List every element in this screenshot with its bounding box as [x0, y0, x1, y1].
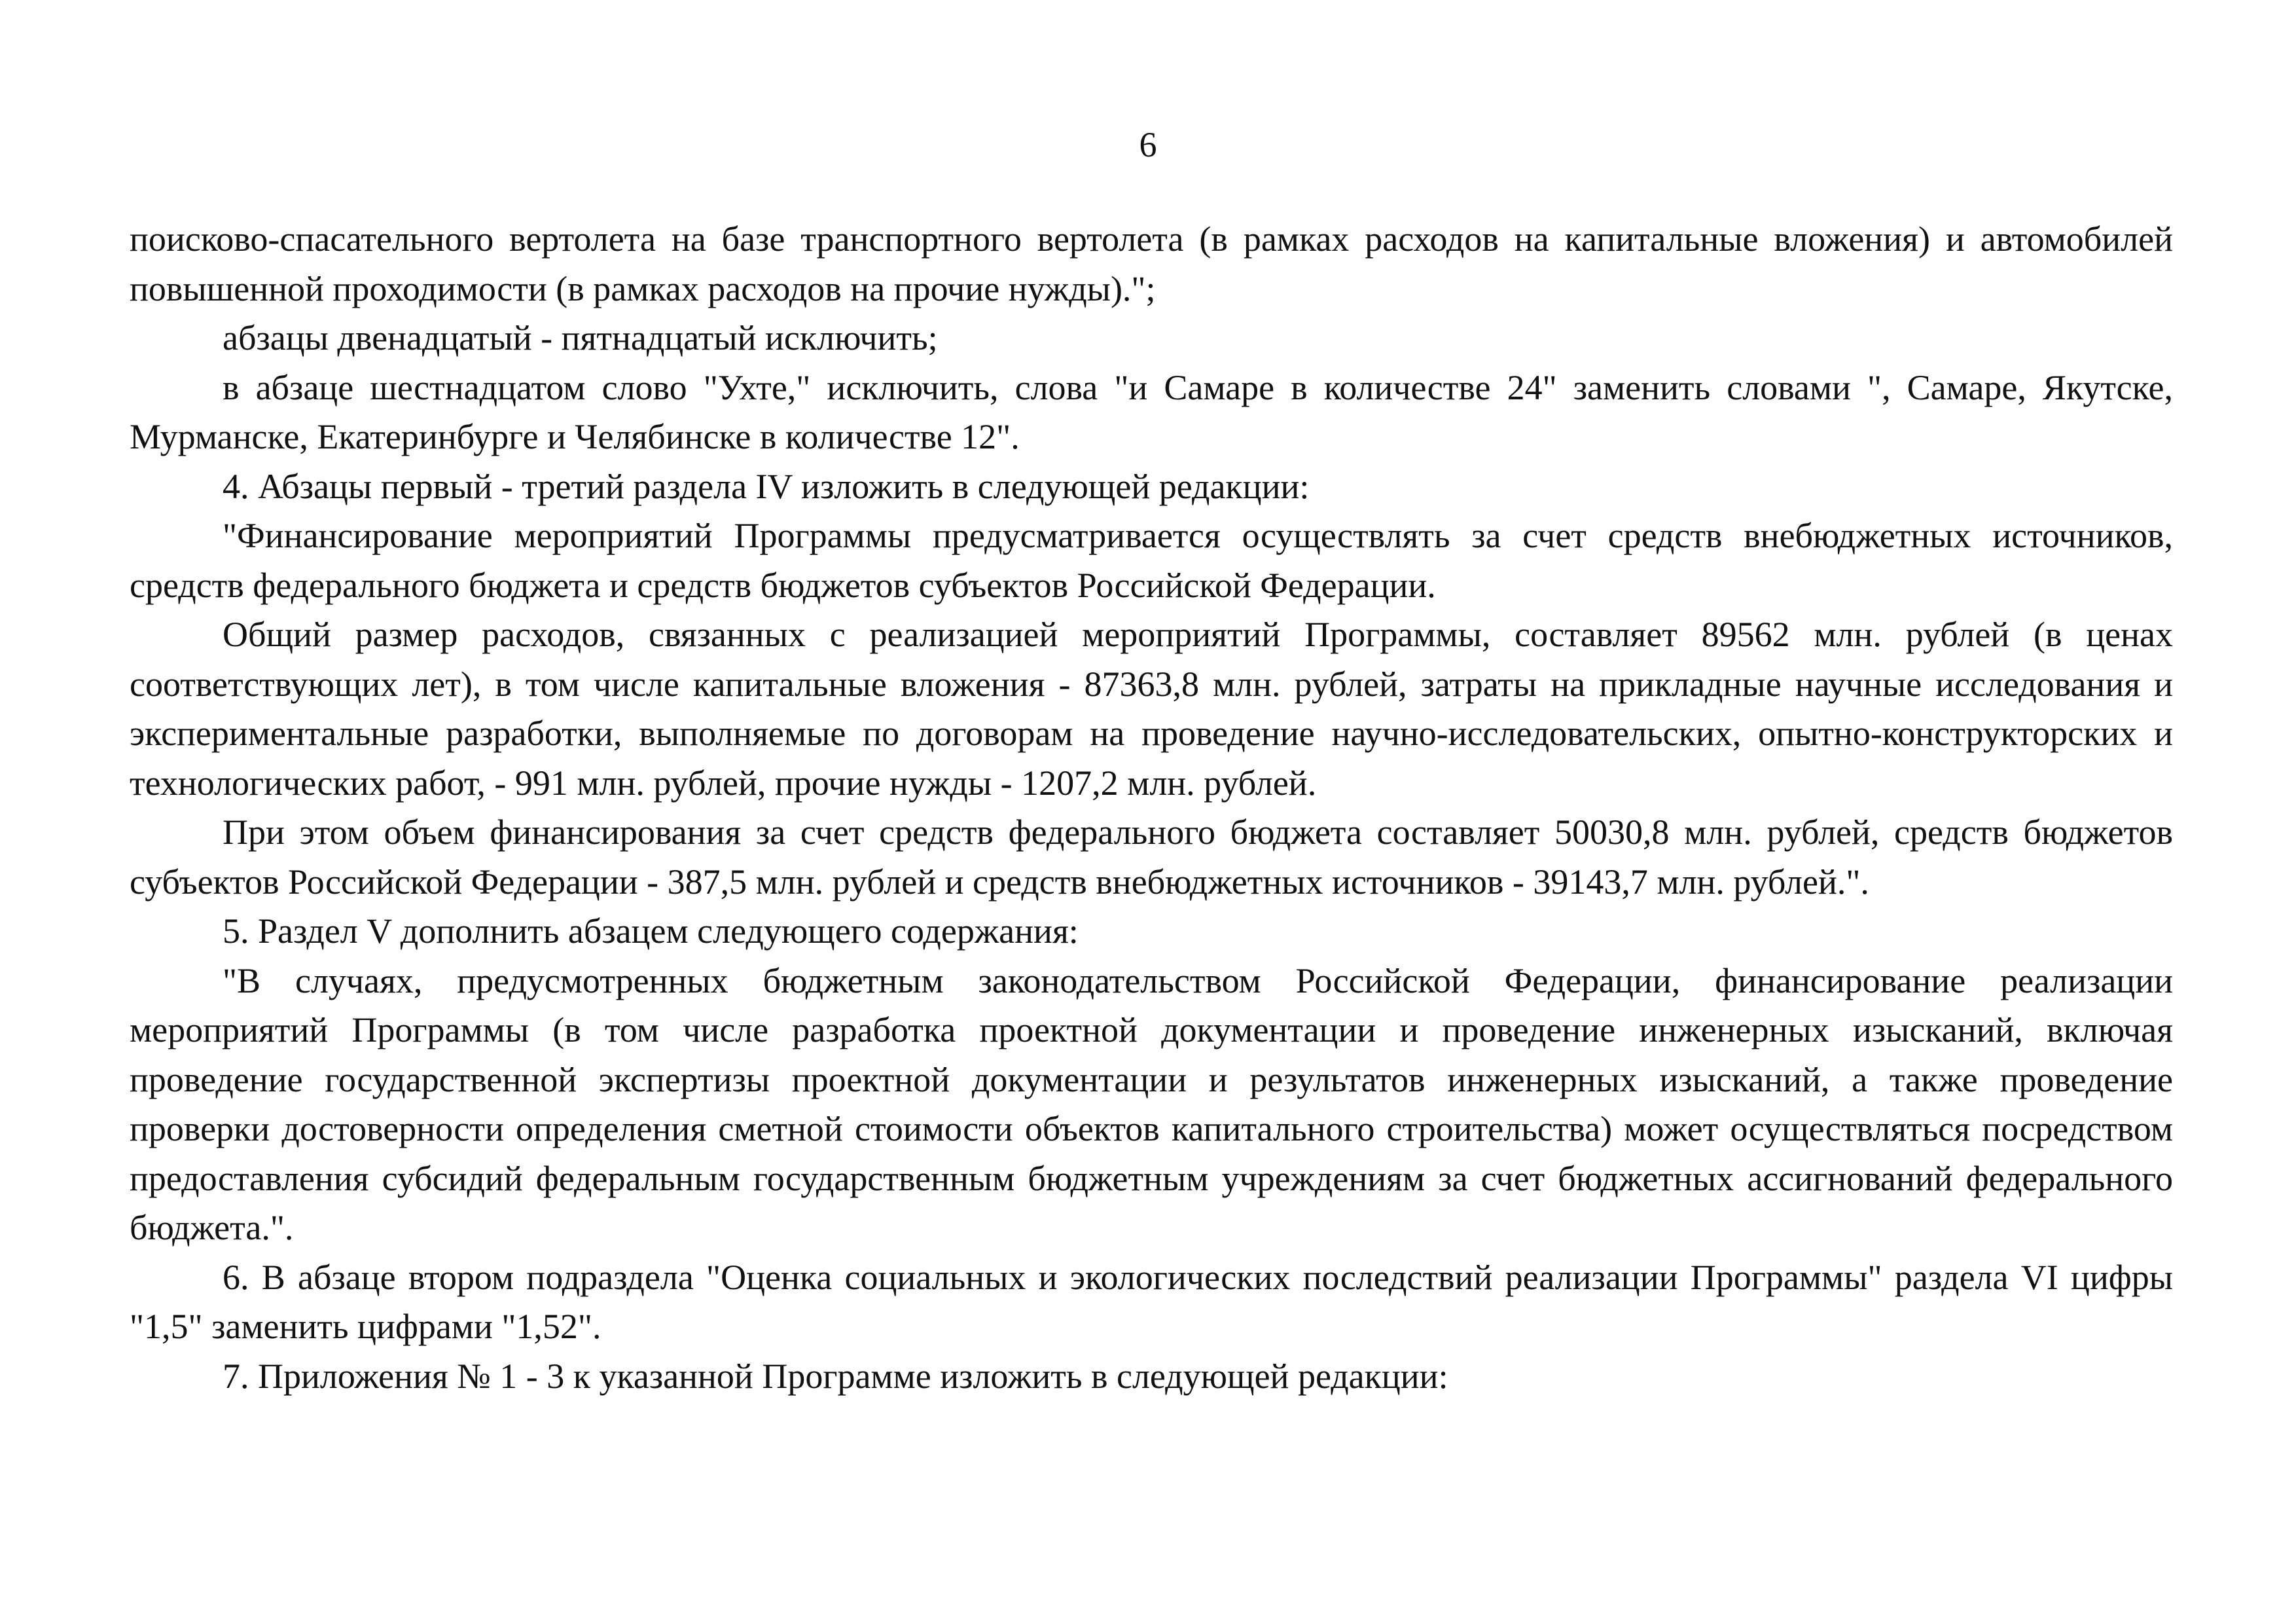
paragraph-financing-sources: "Финансирование мероприятий Программы предусматривается осуществлять за счет средств внебюджетных источников, средств федерального бюджета и средств бюджетов субъектов Российской Федерации. [130, 516, 2173, 605]
paragraph-item-5: 5. Раздел V дополнить абзацем следующего содержания: [223, 911, 1079, 951]
page-number: 6 [1139, 125, 1157, 164]
paragraph-subsidies: "В случаях, предусмотренных бюджетным законодательством Российской Федерации, финансирование реализации мероприятий Программы (в том числе разработка проектной документации и проведение инженерных изысканий, включая проведение государственной экспертизы проектной документации и результатов инженерных изысканий, а также проведение проверки достоверности определения сметной стоимости объектов капитального строительства) может осуществляться посредством предоставления субсидий федеральным государственным бюджетным учреждениям за счет бюджетных ассигнований федерального бюджета.". [130, 960, 2173, 1247]
paragraph-item-7: 7. Приложения № 1 - 3 к указанной Программе изложить в следующей редакции: [223, 1356, 1448, 1396]
paragraph-continuation: поисково-спасательного вертолета на базе транспортного вертолета (в рамках расходов на капитальные вложения) и автомобилей повышенной проходимости (в рамках расходов на прочие нужды)."; [130, 219, 2173, 308]
paragraph-federal-share: При этом объем финансирования за счет средств федерального бюджета составляет 50030,8 млн. рублей, средств бюджетов субъектов Российской Федерации - 387,5 млн. рублей и средств внебюджетных источников - 39143,7 млн. рублей.". [130, 812, 2173, 902]
document-body [130, 215, 2173, 1401]
paragraph-total-expenses: Общий размер расходов, связанных с реализацией мероприятий Программы, составляет 89562 млн. рублей (в ценах соответствующих лет), в том числе капитальные вложения - 87363,8 млн. рублей, затраты на прикладные научные исследования и экспериментальные разработки, выполняемые по договорам на проведение научно-исследовательских, опытно-конструкторских и технологических работ, - 991 млн. рублей, прочие нужды - 1207,2 млн. рублей. [130, 615, 2173, 803]
paragraph-exclude-paras: абзацы двенадцатый - пятнадцатый исключить; [223, 318, 938, 357]
paragraph-sixteenth-amendment: в абзаце шестнадцатом слово "Ухте," исключить, слова "и Самаре в количестве 24" заменить словами ", Самаре, Якутске, Мурманске, Екатеринбурге и Челябинске в количестве 12". [130, 367, 2173, 456]
paragraph-item-6: 6. В абзаце втором подраздела "Оценка социальных и экологических последствий реализации Программы" раздела VI цифры "1,5" заменить цифрами "1,52". [130, 1257, 2173, 1346]
paragraph-item-4: 4. Абзацы первый - третий раздела IV изложить в следующей редакции: [223, 466, 1310, 506]
